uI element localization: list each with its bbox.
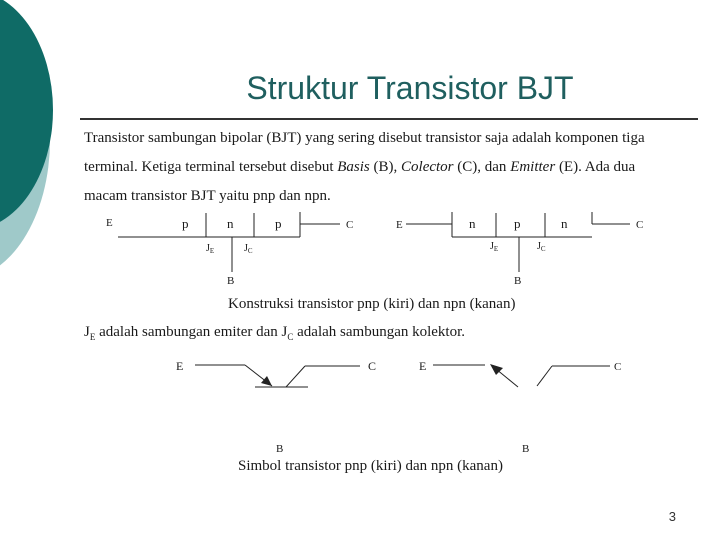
pnp-symbol-c: C	[368, 359, 377, 373]
pnp-c-label: C	[346, 219, 354, 231]
pnp-b-label: B	[227, 275, 235, 287]
pnp-layer-2: n	[227, 216, 234, 231]
symbol-caption: Simbol transistor pnp (kiri) dan npn (kanan)	[238, 458, 503, 474]
pnp-symbol-e: E	[176, 359, 184, 373]
npn-layer-1: n	[469, 216, 476, 231]
intro-line-1: Transistor sambungan bipolar (BJT) yang sering disebut transistor saja adalah komponen tiga	[84, 130, 645, 146]
npn-je-label: $J_E$	[490, 241, 499, 253]
npn-layer-3: n	[561, 216, 568, 231]
pnp-layer-3: p	[275, 216, 282, 231]
npn-c-label: C	[636, 219, 644, 231]
npn-jc-label: $J_C$	[537, 241, 546, 253]
pnp-symbol	[195, 365, 360, 387]
page-title: Struktur Transistor BJT	[246, 70, 574, 106]
npn-e-label: E	[396, 219, 403, 231]
npn-symbol-b: B	[522, 443, 530, 455]
npn-symbol-e: E	[419, 359, 427, 373]
npn-b-label: B	[514, 275, 522, 287]
npn-symbol-c: C	[614, 361, 622, 373]
pnp-emitter-arrow	[261, 376, 272, 386]
construction-caption: Konstruksi transistor pnp (kiri) dan npn (kanan)	[228, 296, 516, 312]
npn-layer-2: p	[514, 216, 521, 231]
intro-line-3: macam transistor BJT yaitu pnp dan npn.	[84, 188, 331, 204]
page-number: 3	[668, 509, 676, 524]
pnp-je-label: $J_E$	[206, 243, 215, 255]
pnp-e-label: E	[106, 217, 113, 229]
junction-note: $J_E$ adalah sambungan emiter dan $J_C$ adalah sambungan kolektor.	[84, 324, 466, 342]
pnp-layer-1: p	[182, 216, 189, 231]
pnp-jc-label: $J_C$	[244, 243, 253, 255]
npn-symbol	[433, 365, 610, 387]
pnp-symbol-b: B	[276, 443, 284, 455]
intro-line-2: terminal. Ketiga terminal tersebut disebut Basis (B), Colector (C), dan Emitter (E). Ada dua	[84, 159, 636, 175]
